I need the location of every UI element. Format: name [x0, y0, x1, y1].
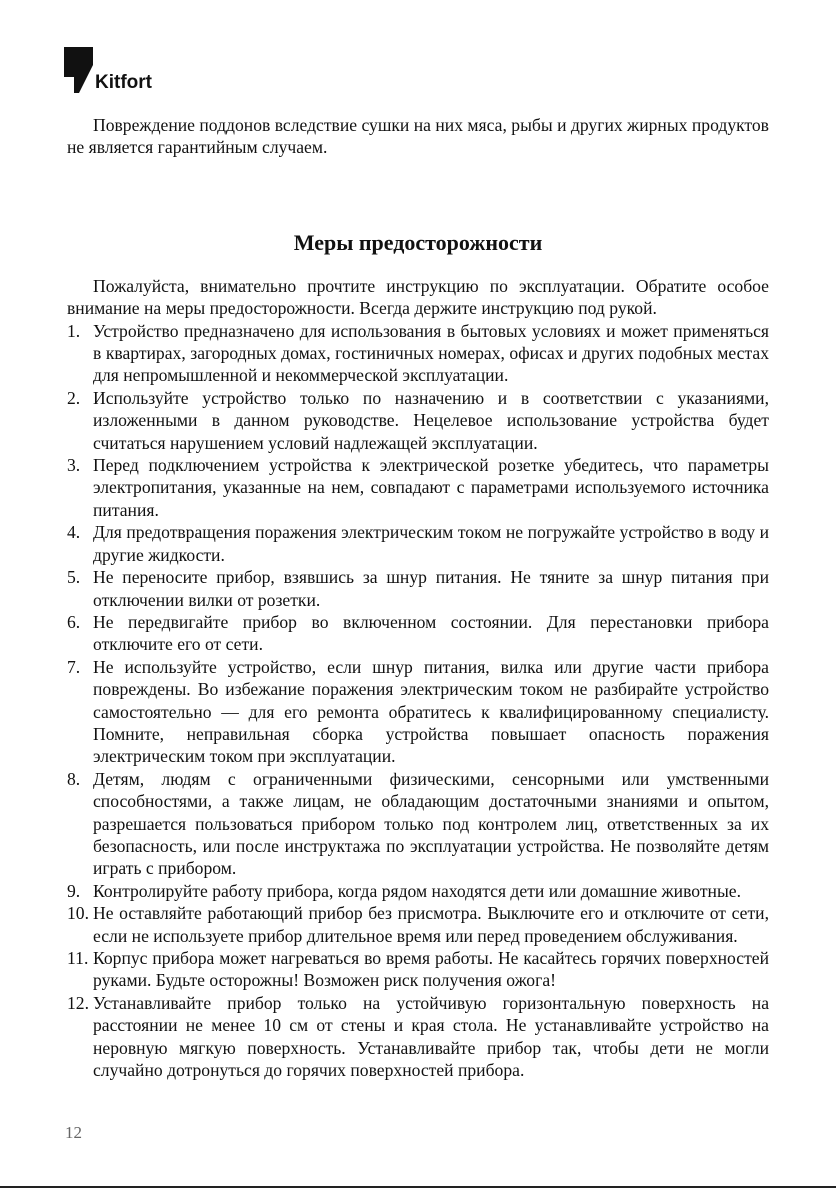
section-title: Меры предосторожности	[293, 229, 543, 255]
list-item-text: Не используйте устройство, если шнур питания, вилка или другие части прибора повреждены. Во избежание поражения электрическим током не разбирайте устройство самостоятельно — для его ремонта обратитесь к квалифицированному специалисту. Помните, неправильная сборка устройства повышает опасность поражения электрическим током при эксплуатации.	[93, 656, 769, 767]
list-item-number: 9.	[67, 880, 81, 901]
list-item	[67, 880, 769, 902]
list-item-text: Корпус прибора может нагреваться во время работы. Не касайтесь горячих поверхностей руками. Будьте осторожны! Возможен риск получения ожога!	[93, 948, 769, 991]
list-item	[67, 521, 769, 566]
list-item-number: 2.	[67, 387, 81, 408]
list-item-number: 1.	[67, 320, 81, 341]
list-item-text: Устанавливайте прибор только на устойчивую горизонтальную поверхность на расстоянии не менее 10 см от стены и края стола. Не устанавливайте устройство на неровную мягкую поверхность. Устанавливайте прибор так, чтобы дети не могли случайно дотронуться до горячих поверхностей прибора.	[93, 992, 769, 1081]
list-item	[67, 387, 769, 454]
list-item-text: Используйте устройство только по назначению и в соответствии с указаниями, изложенными в данном руководстве. Нецелевое использование устройства будет считаться нарушением условий надлежащей эксплуатации.	[93, 387, 769, 453]
list-item-text: Не передвигайте прибор во включенном состоянии. Для перестановки прибора отключите его от сети.	[93, 611, 769, 655]
list-item-number: 4.	[67, 522, 81, 543]
list-item	[67, 566, 769, 611]
list-item-number: 7.	[67, 656, 81, 677]
list-item-text: Контролируйте работу прибора, когда рядом находятся дети или домашние животные.	[93, 880, 741, 901]
list-item-number: 5.	[67, 567, 81, 588]
section-lead: Пожалуйста, внимательно прочтите инструкцию по эксплуатации. Обратите особое внимание на меры предосторожности. Всегда держите инструкцию под рукой.	[67, 275, 769, 319]
list-item	[67, 768, 769, 880]
list-item-text: Не переносите прибор, взявшись за шнур питания. Не тяните за шнур питания при отключении вилки от розетки.	[93, 567, 769, 610]
list-item	[67, 656, 769, 768]
list-item-text: Не оставляйте работающий прибор без присмотра. Выключите его и отключите от сети, если не используете прибор длительное время или перед проведением обслуживания.	[93, 903, 769, 946]
list-item	[67, 902, 769, 947]
page-number: 12	[65, 1123, 82, 1142]
list-item	[67, 947, 769, 992]
intro-paragraph: Повреждение поддонов вследствие сушки на них мяса, рыбы и других жирных продуктов не является гарантийным случаем.	[67, 115, 769, 158]
precautions-list	[67, 320, 769, 1082]
list-item	[67, 611, 769, 656]
list-item-number: 8.	[67, 768, 81, 789]
list-item-text: Устройство предназначено для использования в бытовых условиях и может применяться в квартирах, загородных домах, гостиничных номерах, офисах и других подобных местах для непромышленной и некоммерческой эксплуатации.	[93, 320, 769, 386]
list-item-number: 6.	[67, 611, 81, 632]
list-item-number: 3.	[67, 455, 81, 476]
list-item-text: Перед подключением устройства к электрической розетке убедитесь, что параметры электропитания, указанные на нем, совпадают с параметрами используемого источника питания.	[93, 455, 769, 520]
list-item-number: 12.	[67, 992, 89, 1013]
list-item-text: Для предотвращения поражения электрическим током не погружайте устройство в воду и другие жидкости.	[93, 522, 769, 565]
list-item-number: 10.	[67, 903, 89, 924]
brand-name: Kitfort	[95, 72, 152, 93]
list-item-text: Детям, людям с ограниченными физическими, сенсорными или умственными способностями, а также лицам, не обладающим достаточными знаниями и опытом, разрешается пользоваться прибором только под контролем лиц, ответственных за их безопасность, или после инструктажа по эксплуатации устройства. Не позволяйте детям играть с прибором.	[93, 768, 769, 879]
brand-logo	[64, 47, 152, 93]
list-item	[67, 992, 769, 1082]
list-item-number: 11.	[67, 948, 89, 968]
document-body	[67, 114, 769, 1081]
list-item	[67, 454, 769, 521]
kitfort-logo-icon	[64, 47, 93, 93]
list-item	[67, 320, 769, 387]
